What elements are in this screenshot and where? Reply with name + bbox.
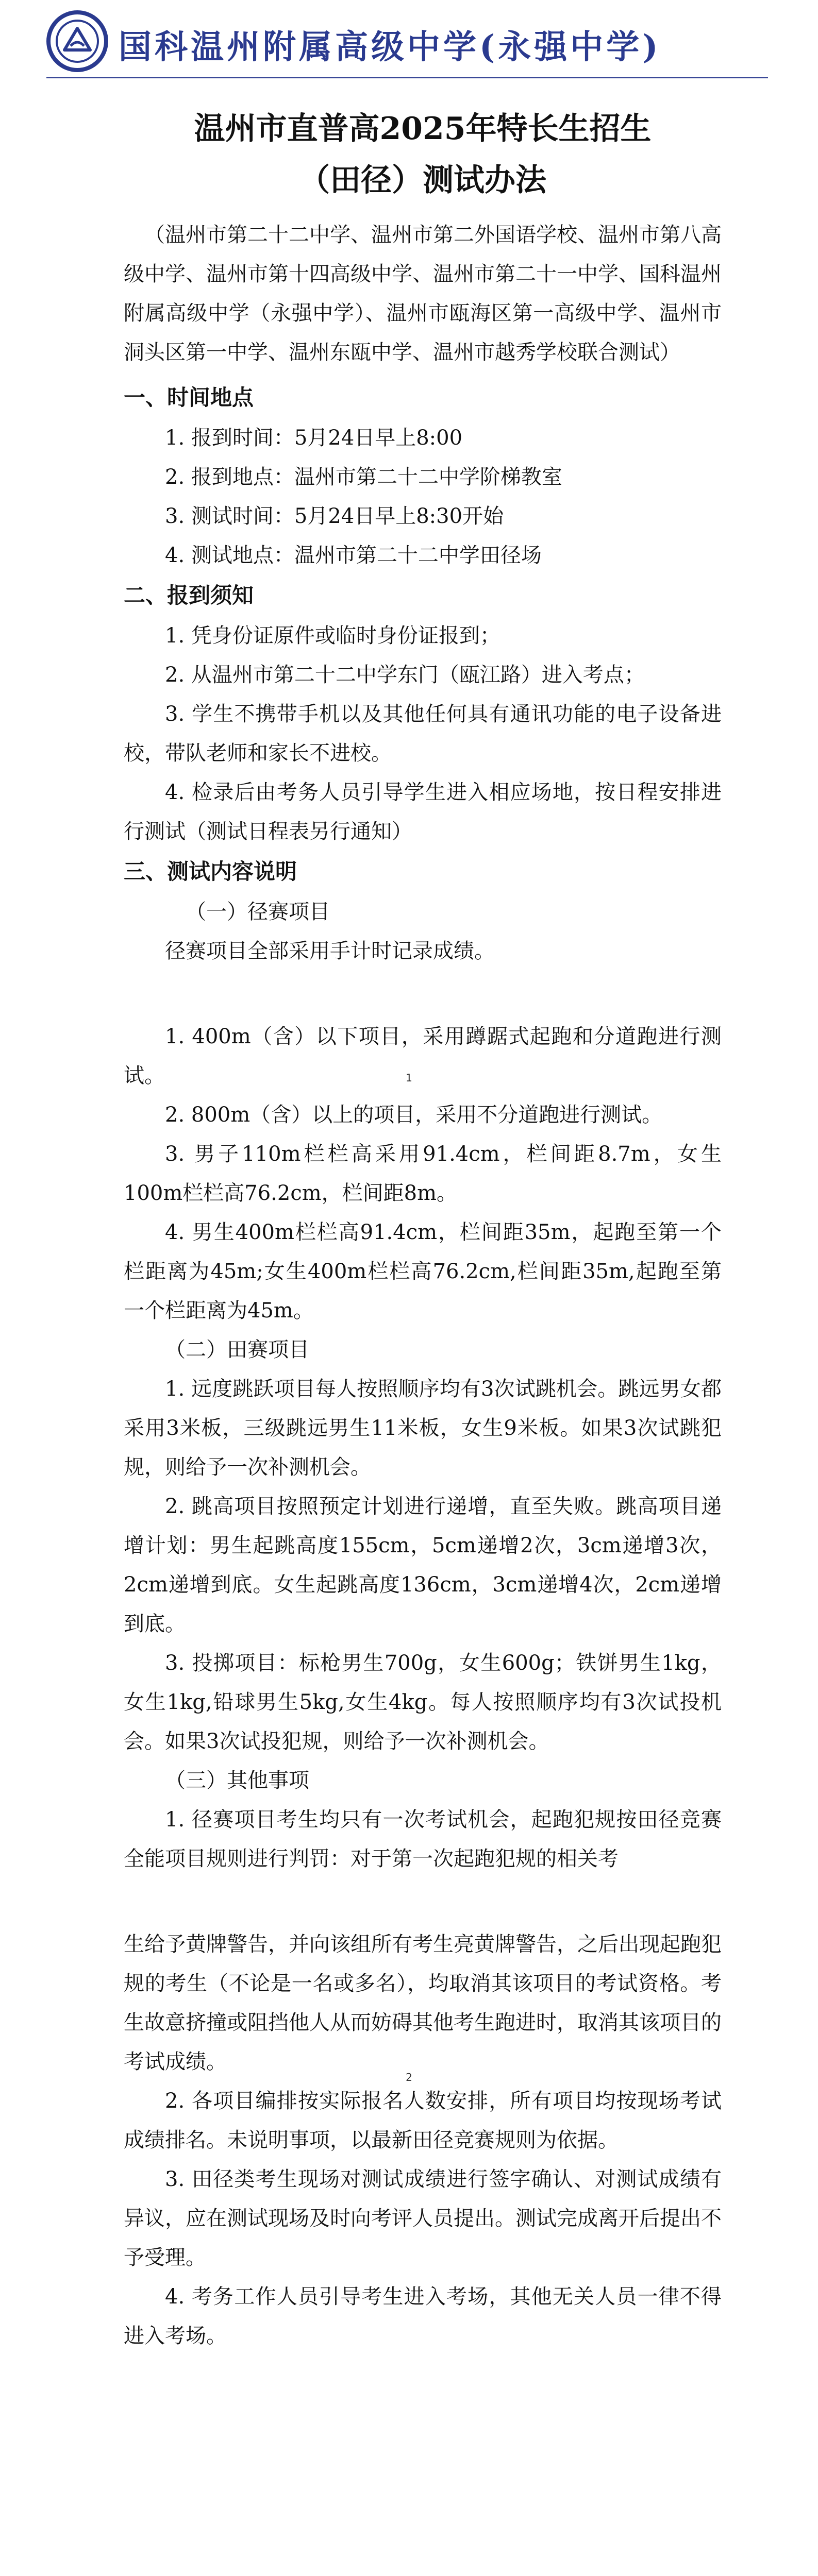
other-item-1b: 生给予黄牌警告，并向该组所有考生亮黄牌警告，之后出现起跑犯规的考生（不论是一名或多名），均取消其该项目的考试资格。考生故意挤撞或阻挡他人从而妨碍其他考生跑进时，取消其该项目的考试成绩。 — [124, 1933, 722, 2074]
track-item: 3. 男子110m栏栏高采用91.4cm，栏间距8.7m，女生100m栏栏高76.2cm，栏间距8m。 — [124, 1142, 722, 1205]
page-header — [0, 0, 818, 88]
other-item: 4. 考务工作人员引导考生进入考场，其他无关人员一律不得进入考场。 — [124, 2285, 722, 2348]
section2-heading: 二、报到须知 — [124, 583, 254, 608]
header-divider — [46, 77, 768, 78]
school-emblem-icon — [46, 10, 108, 72]
track-heading: （一）径赛项目 — [186, 900, 330, 924]
section2-item: 4. 检录后由考务人员引导学生进入相应场地，按日程安排进行测试（测试日程表另行通知） — [124, 781, 722, 843]
emblem-graphic — [55, 19, 99, 63]
section2-item: 2. 从温州市第二十二中学东门（瓯江路）进入考点； — [165, 663, 645, 687]
track-intro: 径赛项目全部采用手计时记录成绩。 — [165, 939, 495, 963]
field-heading: （二）田赛项目 — [165, 1338, 309, 1362]
other-item: 3. 田径类考生现场对测试成绩进行签字确认、对测试成绩有异议，应在测试现场及时向考评人员提出。测试完成离开后提出不予受理。 — [124, 2167, 722, 2269]
school-name: 国科温州附属高级中学(永强中学) — [119, 28, 661, 66]
track-item: 1. 400m（含）以下项目，采用蹲踞式起跑和分道跑进行测试。 — [124, 1025, 722, 1088]
other-item-1a: 1. 径赛项目考生均只有一次考试机会，起跑犯规按田径竞赛全能项目规则进行判罚：对于第一次起跑犯规的相关考 — [124, 1808, 722, 1871]
field-item: 1. 远度跳跃项目每人按照顺序均有3次试跳机会。跳远男女都采用3米板，三级跳远男生11米板，女生9米板。如果3次试跳犯规，则给予一次补测机会。 — [124, 1377, 722, 1479]
page-break-2 — [124, 1878, 722, 1925]
page-number-2: 2 — [406, 2071, 412, 2083]
page-break-1 — [124, 971, 722, 1017]
document-title-line1: 温州市直普高2025年特长生招生 — [194, 111, 652, 147]
section1-item: 1. 报到时间：5月24日早上8:00 — [165, 426, 463, 450]
section1-heading: 一、时间地点 — [124, 385, 254, 410]
track-item: 4. 男生400m栏栏高91.4cm，栏间距35m，起跑至第一个栏距离为45m;女生400m栏栏高76.2cm,栏间距35m,起跑至第一个栏距离为45m。 — [124, 1221, 722, 1323]
section1-item: 2. 报到地点：温州市第二十二中学阶梯教室 — [165, 465, 562, 489]
section3-heading: 三、测试内容说明 — [124, 859, 297, 884]
track-item: 2. 800m（含）以上的项目，采用不分道跑进行测试。 — [165, 1103, 663, 1127]
page-number-1: 1 — [406, 1072, 412, 1084]
section2-item: 1. 凭身份证原件或临时身份证报到； — [165, 624, 500, 648]
section2-item: 3. 学生不携带手机以及其他任何具有通讯功能的电子设备进校，带队老师和家长不进校。 — [124, 702, 722, 765]
other-item: 2. 各项目编排按实际报名人数安排，所有项目均按现场考试成绩排名。未说明事项，以最新田径竞赛规则为依据。 — [124, 2089, 722, 2152]
participants-note: （温州市第二十二中学、温州市第二外国语学校、温州市第八高级中学、温州市第十四高级中学、温州市第二十一中学、国科温州附属高级中学（永强中学）、温州市瓯海区第一高级中学、温州市洞头区第一中学、温州东瓯中学、温州市越秀学校联合测试） — [124, 223, 722, 364]
field-item: 3. 投掷项目：标枪男生700g，女生600g；铁饼男生1kg，女生1kg,铅球男生5kg,女生4kg。每人按照顺序均有3次试投机会。如果3次试投犯规，则给予一次补测机会。 — [124, 1651, 722, 1753]
document-body — [124, 103, 722, 2355]
other-heading: （三）其他事项 — [165, 1769, 309, 1792]
section1-item: 4. 测试地点：温州市第二十二中学田径场 — [165, 544, 542, 567]
field-item: 2. 跳高项目按照预定计划进行递增，直至失败。跳高项目递增计划：男生起跳高度155cm，5cm递增2次，3cm递增3次，2cm递增到底。女生起跳高度136cm，3cm递增4次，2cm递增到底。 — [124, 1495, 722, 1636]
section1-item: 3. 测试时间：5月24日早上8:30开始 — [165, 504, 504, 528]
document-title-line2: （田径）测试办法 — [299, 162, 546, 198]
